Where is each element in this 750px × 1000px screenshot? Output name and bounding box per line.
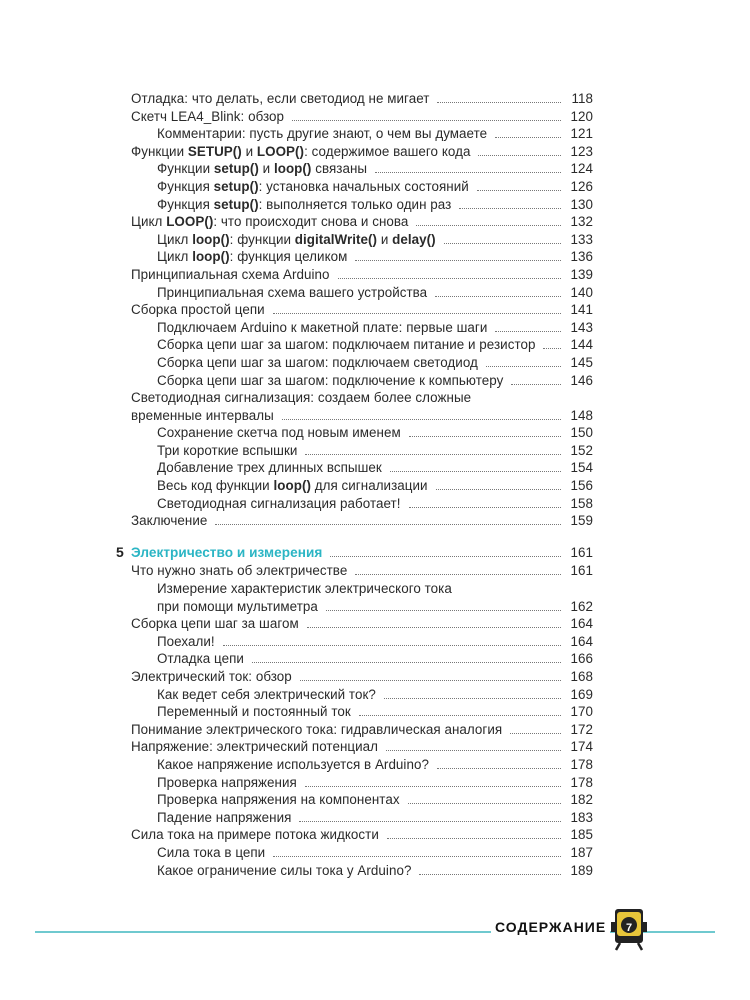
- toc-entry[interactable]: [131, 108, 593, 126]
- dot-leader: [437, 94, 561, 103]
- toc-entry-title: [157, 248, 347, 266]
- toc-entry-title: [131, 668, 292, 686]
- title-text: Комментарии: пусть другие знают, о чем вы думаете: [157, 126, 488, 142]
- page-number-badge: [606, 906, 652, 952]
- dot-leader: [338, 270, 562, 279]
- dot-leader: [326, 602, 561, 611]
- dot-leader: [435, 288, 561, 297]
- code-term: digitalWrite(): [294, 231, 378, 247]
- toc-entry-title: [131, 826, 379, 844]
- dot-leader: [477, 182, 561, 191]
- toc-page-number: 178: [570, 756, 593, 772]
- dot-leader: [459, 200, 561, 209]
- toc-entry-title: [157, 231, 436, 249]
- toc-entry-title: [157, 160, 367, 178]
- toc-entry-title: [157, 774, 297, 792]
- title-text: связаны: [311, 161, 368, 177]
- toc-entry-title: [157, 178, 469, 196]
- dot-leader: [416, 217, 561, 226]
- dot-leader: [355, 566, 561, 575]
- dot-leader: [215, 516, 561, 525]
- toc-page-number: 123: [570, 143, 593, 159]
- title-text: Какое ограничение силы тока у Arduino?: [157, 862, 412, 878]
- toc-entry-title: [157, 650, 244, 668]
- title-text: Функция: [157, 196, 214, 212]
- dot-leader: [273, 305, 561, 314]
- code-term: loop(): [273, 161, 312, 177]
- toc-entry[interactable]: [131, 668, 593, 686]
- title-text: Переменный и постоянный ток: [157, 704, 351, 720]
- dot-leader: [543, 340, 561, 349]
- toc-entry[interactable]: [131, 266, 593, 284]
- toc-page-number: 118: [571, 91, 593, 106]
- code-term: loop(): [192, 249, 230, 265]
- toc-entry-title: [157, 372, 503, 390]
- title-text: Отладка: что делать, если светодиод не мигает: [131, 91, 430, 106]
- dot-leader: [408, 795, 561, 804]
- toc-entry-title: [131, 562, 347, 580]
- toc-subentry[interactable]: [131, 372, 593, 390]
- title-text: Заключение: [131, 513, 208, 529]
- toc-page-number: 152: [570, 442, 593, 458]
- toc-subentry[interactable]: [131, 442, 593, 460]
- dot-leader: [419, 866, 561, 875]
- title-text: Функции: [157, 161, 214, 177]
- toc-entry-title: [157, 791, 400, 809]
- toc-page-number: 132: [570, 214, 593, 230]
- toc-entry-title: [157, 598, 318, 616]
- dot-leader: [292, 112, 561, 121]
- title-text: Что нужно знать об электричестве: [131, 563, 348, 579]
- dot-leader: [495, 129, 561, 138]
- toc-page-number: 150: [570, 425, 593, 441]
- toc-entry-title-line1: Светодиодная сигнализация: создаем более сложные: [131, 390, 472, 406]
- toc-page-number: 145: [570, 354, 593, 370]
- toc-entry-title: [131, 213, 408, 231]
- title-text: Сборка простой цепи: [131, 302, 265, 318]
- toc-entry-title: [131, 512, 207, 530]
- title-text: Поехали!: [157, 633, 215, 649]
- toc-subentry[interactable]: [131, 196, 593, 214]
- toc-entry-title: [157, 686, 376, 704]
- toc-page-number: 154: [570, 460, 593, 476]
- toc-page-number: 159: [570, 513, 593, 529]
- dot-leader: [409, 499, 562, 508]
- toc-entry[interactable]: [131, 143, 593, 161]
- toc-page-number: 130: [570, 196, 593, 212]
- dot-leader: [486, 358, 561, 367]
- dot-leader: [437, 760, 561, 769]
- title-text: Скетч LEA4_Blink: обзор: [131, 108, 285, 124]
- toc-subentry[interactable]: [131, 650, 593, 668]
- code-term: loop(): [273, 478, 311, 494]
- dot-leader: [282, 411, 561, 420]
- toc-entry-title: [131, 544, 322, 562]
- title-text: Как ведет себя электрический ток?: [157, 686, 376, 702]
- toc-subentry[interactable]: [131, 125, 593, 143]
- dot-leader: [359, 707, 561, 716]
- dot-leader: [307, 619, 561, 628]
- toc-page-number: 136: [570, 249, 593, 265]
- title-text: Подключаем Arduino к макетной плате: первые шаги: [157, 319, 488, 335]
- toc-subentry[interactable]: [131, 319, 593, 337]
- toc-entry[interactable]: [131, 562, 593, 580]
- title-text: Падение напряжения: [157, 809, 292, 825]
- dot-leader: [387, 830, 561, 839]
- toc-entry-title: [131, 738, 378, 756]
- toc-subentry[interactable]: [131, 809, 593, 827]
- dot-leader: [495, 323, 561, 332]
- title-text: : установка начальных состояний: [258, 178, 469, 194]
- toc-entry-title: [157, 703, 351, 721]
- title-text: Принципиальная схема вашего устройства: [157, 284, 428, 300]
- toc-page-number: 121: [570, 126, 593, 142]
- toc-entry-title: [157, 459, 382, 477]
- title-text: Понимание электрического тока: гидравлическая аналогия: [131, 721, 503, 737]
- toc-page-number: 126: [570, 178, 593, 194]
- code-term: setup(): [213, 196, 259, 212]
- code-term: SETUP(): [187, 143, 242, 159]
- dot-leader: [510, 725, 561, 734]
- toc-subentry[interactable]: [131, 231, 593, 249]
- toc-entry-title: [157, 125, 487, 143]
- code-term: setup(): [213, 178, 259, 194]
- title-text: Проверка напряжения на компонентах: [157, 792, 400, 808]
- toc-subentry[interactable]: [131, 248, 593, 266]
- toc-chapter-heading[interactable]: [116, 543, 593, 562]
- toc-subentry[interactable]: [131, 774, 593, 792]
- title-text: Сборка цепи шаг за шагом: подключаем питание и резистор: [157, 337, 536, 353]
- title-text: и: [377, 231, 393, 247]
- toc-entry-title: [157, 196, 451, 214]
- title-text: Какое напряжение используется в Arduino?: [157, 756, 429, 772]
- toc-page-number: 133: [570, 231, 593, 247]
- title-text: Электричество и измерения: [131, 544, 323, 560]
- dot-leader: [252, 654, 561, 663]
- title-text: Электрический ток: обзор: [131, 669, 292, 684]
- toc-page-number: 140: [570, 284, 593, 300]
- title-text: Сила тока в цепи: [157, 844, 266, 860]
- toc-page-number: 161: [570, 563, 593, 579]
- toc-page-number: 144: [570, 337, 593, 353]
- toc-entry-title-line1: Измерение характеристик электрического тока: [157, 581, 452, 597]
- toc-entry-title: [157, 442, 297, 460]
- toc-entry-title: [157, 319, 487, 337]
- dot-leader: [223, 637, 561, 646]
- code-term: LOOP(): [256, 143, 305, 159]
- dot-leader: [273, 848, 561, 857]
- toc-entry-title: [131, 407, 274, 425]
- toc-entry[interactable]: [131, 90, 593, 108]
- title-text: Принципиальная схема Arduino: [131, 266, 330, 282]
- toc-entry-title: [157, 424, 401, 442]
- toc-entry[interactable]: [131, 738, 593, 756]
- code-term: LOOP(): [166, 214, 214, 230]
- title-text: Весь код функции: [157, 478, 274, 494]
- title-text: и: [258, 161, 274, 177]
- table-of-contents: [116, 90, 593, 879]
- toc-entry-title: [157, 809, 291, 827]
- toc-entry-title: [131, 615, 299, 633]
- toc-entry[interactable]: [131, 512, 593, 530]
- toc-page-number: 161: [570, 544, 593, 560]
- toc-subentry[interactable]: [131, 633, 593, 651]
- toc-page-number: 120: [570, 108, 593, 124]
- toc-entry-title: [131, 721, 502, 739]
- title-text: Сохранение скетча под новым именем: [157, 425, 401, 441]
- title-text: Функции: [131, 143, 188, 159]
- toc-entry[interactable]: [131, 615, 593, 633]
- title-text: Цикл: [131, 214, 167, 230]
- toc-subentry[interactable]: [131, 336, 593, 354]
- dot-leader: [330, 548, 561, 557]
- title-text: Сборка цепи шаг за шагом: [131, 616, 299, 632]
- toc-subentry[interactable]: [131, 703, 593, 721]
- toc-subentry[interactable]: [131, 160, 593, 178]
- toc-page-number: 168: [570, 669, 593, 684]
- page-number: 7: [625, 922, 633, 934]
- toc-page-number: 146: [570, 372, 593, 388]
- toc-entry-title: [157, 477, 428, 495]
- toc-page-number: 124: [570, 161, 593, 177]
- toc-entry-title: [131, 108, 284, 126]
- code-term: delay(): [392, 231, 436, 247]
- toc-entry[interactable]: [131, 721, 593, 739]
- toc-page-number: 156: [570, 478, 593, 494]
- dot-leader: [386, 742, 561, 751]
- title-text: Проверка напряжения: [157, 774, 297, 790]
- code-term: loop(): [192, 231, 230, 247]
- toc-entry-title: [157, 862, 411, 880]
- title-text: : что происходит снова и снова: [213, 214, 409, 230]
- toc-entry-title: [157, 633, 215, 651]
- dot-leader: [300, 672, 561, 681]
- toc-subentry[interactable]: [131, 459, 593, 477]
- title-text: : функция целиком: [229, 249, 348, 265]
- toc-subentry[interactable]: [131, 686, 593, 704]
- toc-entry-title: [157, 336, 535, 354]
- title-text: Цикл: [157, 231, 193, 247]
- toc-subentry[interactable]: [131, 580, 593, 615]
- toc-entry-title: [131, 90, 429, 108]
- chapter-number: 5: [116, 543, 124, 560]
- toc-entry-title: [131, 143, 470, 161]
- toc-page-number: 183: [570, 809, 593, 825]
- toc-subentry[interactable]: [131, 284, 593, 302]
- toc-page-number: 189: [570, 862, 593, 878]
- toc-subentry[interactable]: [131, 424, 593, 442]
- title-text: при помощи мультиметра: [157, 598, 318, 614]
- toc-page-number: 164: [570, 616, 593, 632]
- toc-subentry[interactable]: [131, 178, 593, 196]
- toc-subentry[interactable]: [131, 354, 593, 372]
- toc-page-number: 182: [570, 792, 593, 808]
- toc-entry-title: [131, 301, 265, 319]
- title-text: Функция: [157, 178, 214, 194]
- toc-page-number: 143: [570, 319, 593, 335]
- toc-page-number: 139: [570, 266, 593, 282]
- dot-leader: [409, 428, 561, 437]
- running-head: СОДЕРЖАНИЕ: [491, 919, 610, 935]
- dot-leader: [436, 481, 561, 490]
- dot-leader: [444, 235, 561, 244]
- title-text: Сборка цепи шаг за шагом: подключаем светодиод: [157, 354, 478, 370]
- toc-page-number: 164: [570, 633, 593, 649]
- dot-leader: [511, 376, 561, 385]
- title-text: Три короткие вспышки: [157, 442, 298, 458]
- toc-page-number: 178: [570, 774, 593, 790]
- toc-page-number: 166: [570, 651, 593, 667]
- toc-page-number: 172: [570, 721, 593, 737]
- title-text: Сила тока на примере потока жидкости: [131, 827, 379, 843]
- toc-page-number: 148: [570, 407, 593, 423]
- toc-entry-title: [157, 844, 265, 862]
- title-text: Отладка цепи: [157, 651, 244, 667]
- toc-page-number: 174: [570, 739, 593, 755]
- toc-page-number: 185: [570, 827, 593, 843]
- toc-entry[interactable]: [131, 389, 593, 424]
- toc-page-number: 187: [570, 844, 593, 860]
- title-text: Сборка цепи шаг за шагом: подключение к компьютеру: [157, 372, 504, 388]
- toc-entry[interactable]: [131, 301, 593, 319]
- toc-subentry[interactable]: [131, 844, 593, 862]
- title-text: Напряжение: электрический потенциал: [131, 739, 378, 755]
- toc-page-number: 141: [570, 302, 593, 318]
- toc-page-number: 162: [570, 598, 593, 614]
- dot-leader: [355, 252, 561, 261]
- title-text: Светодиодная сигнализация работает!: [157, 495, 401, 511]
- dot-leader: [299, 813, 561, 822]
- toc-subentry[interactable]: [131, 495, 593, 513]
- title-text: для сигнализации: [310, 478, 428, 494]
- title-text: Цикл: [157, 249, 193, 265]
- toc-entry[interactable]: [131, 826, 593, 844]
- title-text: и: [241, 143, 257, 159]
- title-text: : функции: [229, 231, 295, 247]
- title-text: : выполняется только один раз: [258, 196, 452, 212]
- toc-entry-title: [157, 756, 429, 774]
- toc-subentry[interactable]: [131, 756, 593, 774]
- toc-page-number: 169: [570, 686, 593, 702]
- code-term: setup(): [213, 161, 259, 177]
- toc-entry-title: [131, 266, 330, 284]
- dot-leader: [305, 446, 561, 455]
- toc-entry-title: [157, 495, 401, 513]
- toc-page-number: 170: [570, 704, 593, 720]
- title-text: Добавление трех длинных вспышек: [157, 460, 382, 476]
- toc-subentry[interactable]: [131, 791, 593, 809]
- dot-leader: [384, 690, 561, 699]
- toc-entry-title: [157, 284, 427, 302]
- toc-subentry[interactable]: [131, 862, 593, 880]
- dot-leader: [375, 164, 561, 173]
- title-text: временные интервалы: [131, 407, 274, 423]
- title-text: : содержимое вашего кода: [304, 143, 471, 159]
- toc-subentry[interactable]: [131, 477, 593, 495]
- toc-entry-title: [157, 354, 478, 372]
- dot-leader: [390, 463, 561, 472]
- toc-page-number: 158: [570, 495, 593, 511]
- dot-leader: [478, 147, 561, 156]
- toc-entry[interactable]: [131, 213, 593, 231]
- dot-leader: [305, 778, 561, 787]
